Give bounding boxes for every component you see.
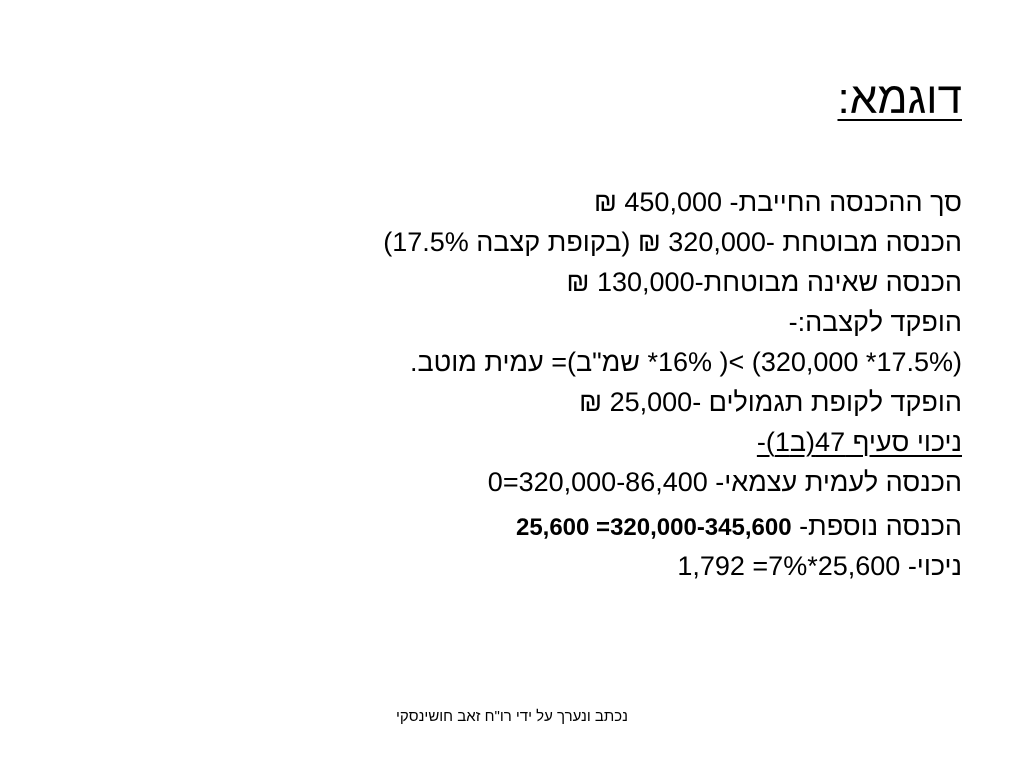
section-47-heading: ניכוי סעיף 47(ב1)- xyxy=(756,427,962,457)
beneficiary-member-line: (17.5%* 320,000) >( 16%* שמ"ב)= עמית מוטב. xyxy=(410,347,962,377)
provident-deposit-line: הופקד לקופת תגמולים -25,000 ₪ xyxy=(579,387,962,417)
uninsured-income-line: הכנסה שאינה מבוטחת-130,000 ₪ xyxy=(566,267,962,297)
footer-credit: נכתב ונערך על ידי רו"ח זאב חושינסקי xyxy=(396,708,628,725)
pension-deposit-heading: הופקד לקצבה:- xyxy=(788,307,962,337)
taxable-income-line: סך ההכנסה החייבת- 450,000 ₪ xyxy=(593,187,962,217)
additional-income-formula: 320,000-345,600= 25,600 xyxy=(515,514,792,541)
slide-title: דוגמא: xyxy=(837,74,962,123)
deduction-line: ניכוי- 25,600*7%= 1,792 xyxy=(677,551,962,581)
additional-income-label: הכנסה נוספת- xyxy=(791,511,962,541)
slide-body xyxy=(202,182,962,586)
additional-income-line xyxy=(202,506,962,546)
insured-income-line: הכנסה מבוטחת -320,000 ₪ (בקופת קצבה 17.5%) xyxy=(383,227,962,257)
self-employed-income-line: הכנסה לעמית עצמאי- 320,000-86,400=0 xyxy=(487,467,962,497)
